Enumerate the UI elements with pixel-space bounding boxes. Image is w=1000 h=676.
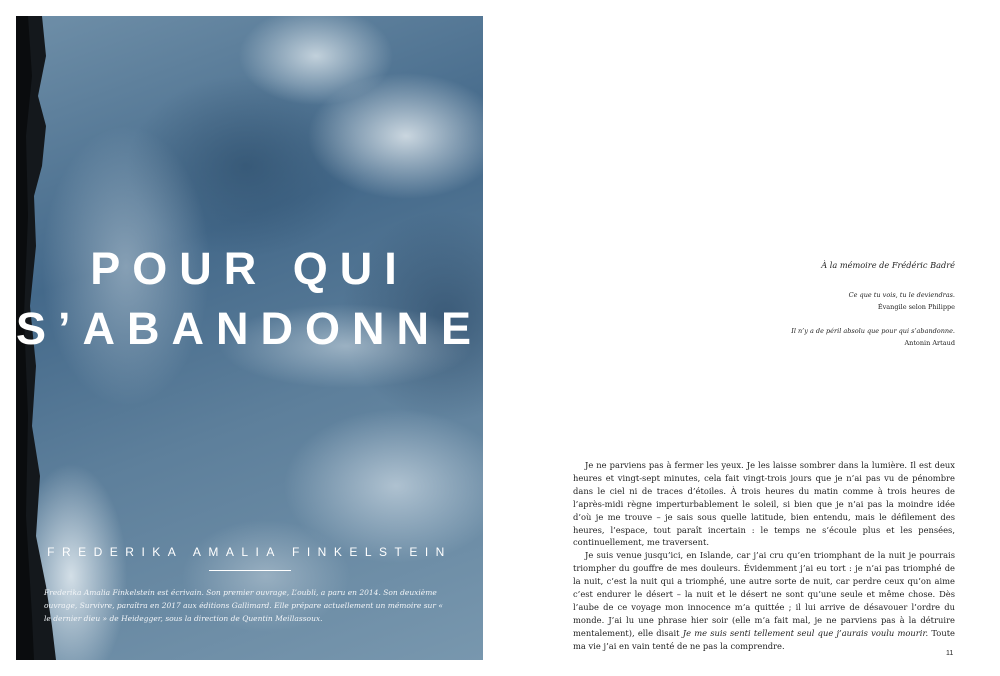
paragraph-2-end: Toute ma vie j’ai en vain tenté de ne pas la comprendre.: [573, 627, 955, 651]
paragraph-2-start: Je suis venue jusqu’ici, en Islande, car j’ai cru qu’en triomphant de la nuit je pourrais triompher du gouffre de mes douleurs. Évidemment j’ai eu tort : je n’ai pas triomphé de la nuit, c’est la nuit qui a triomphé, une autre sorte de nuit, car perdre ceux qu’on aime c’est endurer le désert – la nuit et le désert ne sont qu’une seule et même chose. Dès l’aube de ce voyage mon innocence m’a quittée ; il lui arrive de désavouer l’ordre du monde. J’ai lu une phrase hier soir (elle m’a fait mal, je ne parviens pas à la détruire mentalement), elle disait: [573, 550, 955, 638]
epigraph-1-quote: Ce que tu vois, tu le deviendras.: [848, 291, 955, 299]
epigraph-2-quote: Il n’y a de péril absolu que pour qui s’abandonne.: [791, 327, 955, 335]
author-divider: [209, 570, 291, 571]
epigraph-1-source: Évangile selon Philippe: [877, 303, 955, 311]
paragraph-1: Je ne parviens pas à fermer les yeux. Je les laisse sombrer dans la lumière. Il est deux heures et vingt-sept minutes, cela fait vingt-trois jours que je n’ai pas vu de pénombre dans le ciel ni de traces d’étoiles. À trois heures du matin comme à trois heures de l’après-midi règne imperturbablement le soleil, si bien que je n’ai pas la moindre idée d’où je me trouve – je sais sous quelle latitude, bien entendu, mais le défilement des heures, l’espace, tout paraît incertain : le temps ne s’écoule plus et les pensées, continuellement, me traversent.: [573, 460, 955, 548]
paragraph-2-quote: Je me suis senti tellement seul que j’aurais voulu mourir.: [682, 627, 929, 638]
cover-author: FREDERIKA AMALIA FINKELSTEIN: [47, 545, 452, 559]
epigraph-1: [849, 289, 955, 313]
page-number: 11: [946, 650, 954, 657]
cover-title-line1: POUR QUI: [90, 243, 409, 294]
cover-title-line2: S’ABANDONNE: [16, 303, 483, 354]
dedication: À la mémoire de Frédéric Badré: [821, 260, 955, 270]
cover-page: [16, 16, 483, 660]
author-bio: Frederika Amalia Finkelstein est écrivain. Son premier ouvrage, L’oubli, a paru en 2014. Son deuxième ouvrage, Survivre, paraîtra en 2017 aux éditions Gallimard. Elle prépare actuellement un mémoire sur « le dernier dieu » de Heidegger, sous la direction de Quentin Meillassoux.: [44, 588, 443, 623]
paragraph-2: [573, 549, 955, 652]
epigraph-2: [791, 325, 955, 349]
epigraph-2-source: Antonin Artaud: [904, 339, 955, 347]
body-text: [573, 459, 955, 653]
